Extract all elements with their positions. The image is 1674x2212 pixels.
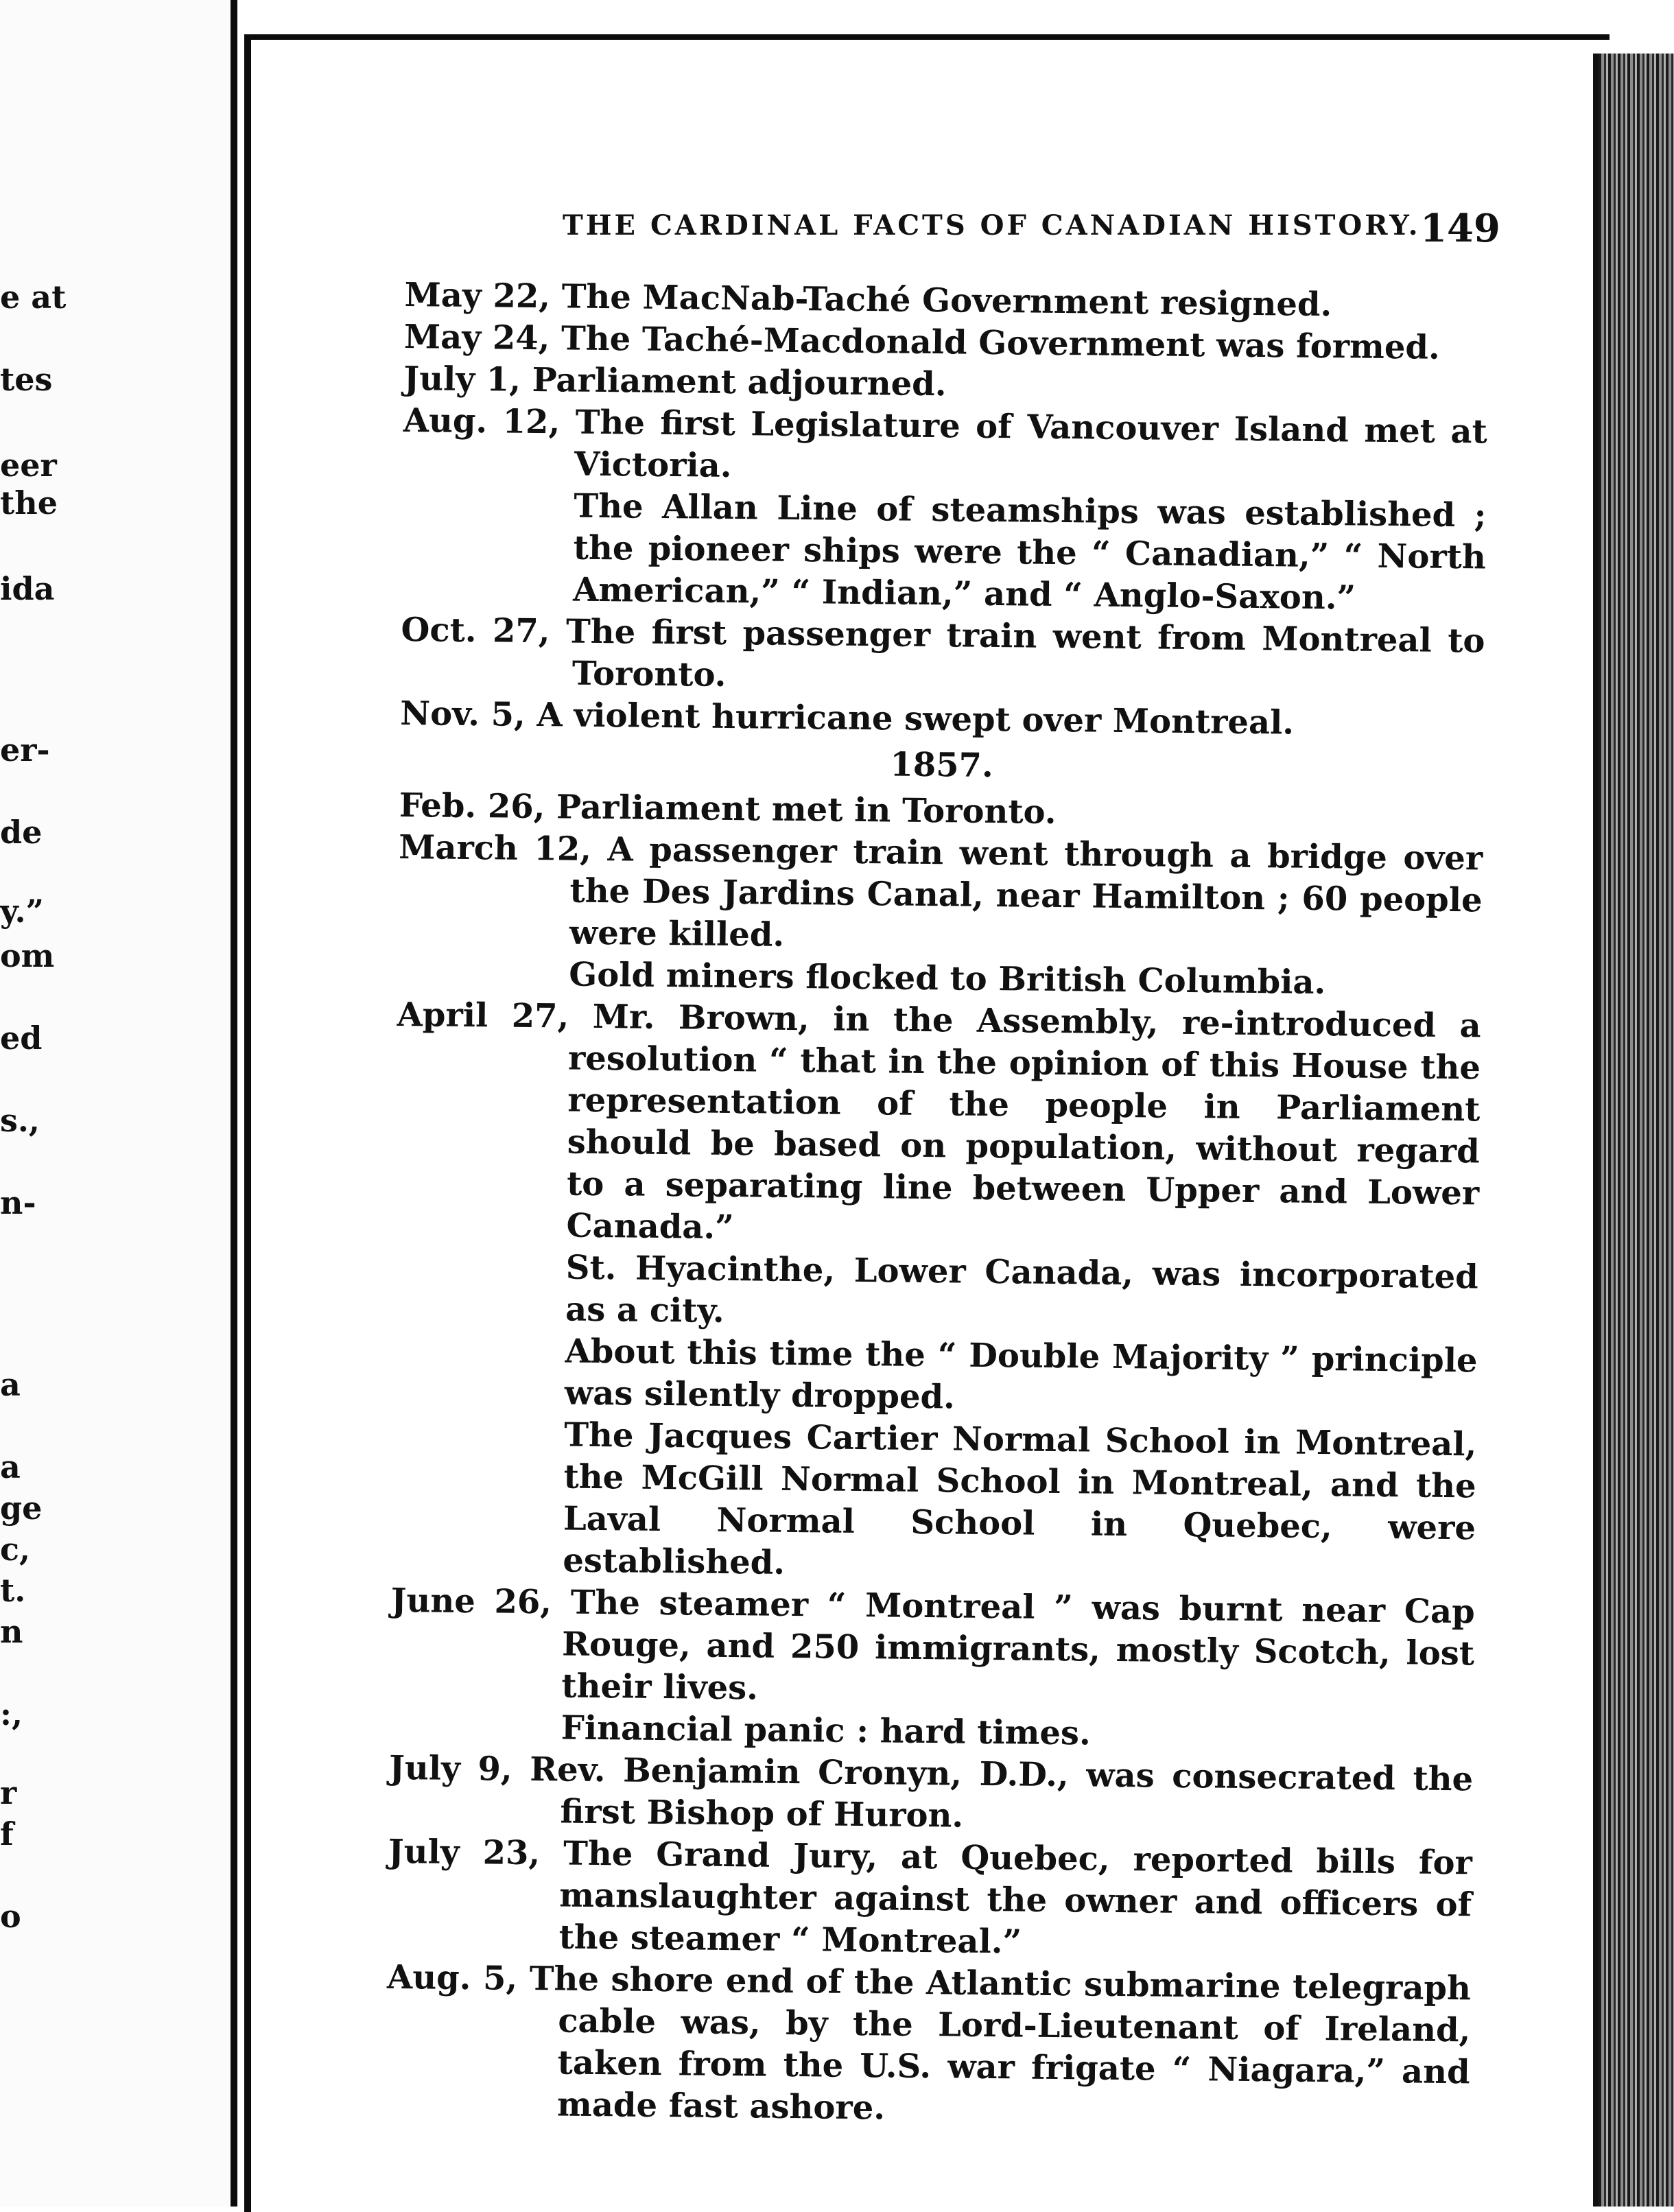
margin-fragment: a — [0, 1366, 21, 1403]
margin-fragment: :, — [0, 1695, 23, 1732]
entry-date: July 9, — [388, 1748, 530, 1789]
entry-date: Nov. 5, — [400, 694, 537, 735]
margin-fragment: c, — [0, 1531, 31, 1568]
chronology-entry — [390, 1580, 1475, 1717]
entry-text: Rev. Benjamin Cronyn, D.D., was consecrated the first Bishop of Huron. — [530, 1750, 1474, 1835]
chronology-entry-continued: Gold miners flocked to British Columbia. — [569, 955, 1326, 1002]
entry-text: The shore end of the Atlantic submarine telegraph cable was, by the Lord-Lieutenant of Ireland, taken from the U.S. war frigate “ Niagara,” and made fast ashore. — [529, 1960, 1472, 2128]
chronology-text — [386, 274, 1489, 2135]
margin-fragment: s., — [0, 1102, 40, 1139]
entry-text: The steamer “ Montreal ” was burnt near Cap Rouge, and 250 immigrants, mostly Scotch, lost their lives. — [561, 1583, 1475, 1708]
margin-fragment: n- — [0, 1184, 36, 1221]
chronology-entry — [403, 400, 1487, 495]
entry-text: The first Legislature of Vancouver Island met at Victoria. — [574, 403, 1487, 486]
gutter-shadow — [231, 0, 237, 2207]
entry-text: The MacNab-Taché Government resigned. — [561, 277, 1332, 325]
facing-page-edge — [0, 0, 233, 2207]
entry-date: April 27, — [397, 995, 593, 1036]
chronology-entry — [388, 1748, 1473, 1843]
entry-date: July 1, — [403, 359, 532, 399]
margin-fragment: ed — [0, 1020, 43, 1057]
margin-fragment: tes — [0, 361, 53, 398]
chronology-entry-continued: St. Hyacinthe, Lower Canada, was incorporated as a city. — [565, 1248, 1479, 1330]
margin-fragment: eer — [0, 447, 57, 484]
entry-text: The first passenger train went from Montreal to Toronto. — [565, 612, 1485, 694]
entry-date: Aug. 5, — [386, 1957, 530, 1999]
margin-fragment: t. — [0, 1572, 26, 1609]
entry-date: March 12, — [398, 827, 608, 869]
entry-date: May 24, — [403, 317, 562, 358]
entry-date: Oct. 27, — [401, 610, 567, 651]
chronology-entry-continued: Financial panic : hard times. — [561, 1708, 1092, 1753]
year-heading: 1857. — [890, 745, 993, 786]
entry-text: Parliament adjourned. — [532, 360, 947, 404]
book-page-edges — [1599, 54, 1674, 2207]
margin-fragment: a — [0, 1448, 21, 1485]
margin-fragment: n — [0, 1613, 23, 1650]
entry-date: Aug. 12, — [403, 401, 576, 442]
page-edge-line — [1593, 54, 1599, 2207]
margin-fragment: r — [0, 1774, 17, 1811]
chronology-entry — [386, 1957, 1471, 2136]
margin-fragment: e at — [0, 279, 67, 316]
page-number: 149 — [1420, 206, 1500, 251]
entry-text: A passenger train went through a bridge over the Des Jardins Canal, near Hamilton ; 60 people were killed. — [569, 830, 1483, 954]
entry-text: Parliament met in Toronto. — [556, 788, 1057, 832]
entry-text: The Grand Jury, at Quebec, reported bills for manslaughter against the owner and officers of the steamer “ Montreal.” — [558, 1834, 1473, 1962]
entry-text: Mr. Brown, in the Assembly, re-introduced a resolution “ that in the opinion of this House the representation of the people in Parliament should be based on population, without regard to a separating line between Upper and Lower Canada.” — [566, 997, 1481, 1247]
chronology-entry — [394, 994, 1481, 1257]
chronology-entry — [401, 609, 1485, 705]
entry-date: Feb. 26, — [399, 786, 557, 827]
margin-fragment: y.” — [0, 893, 44, 930]
margin-fragment: de — [0, 814, 43, 851]
entry-date: July 23, — [388, 1832, 564, 1873]
entry-text: A violent hurricane swept over Montreal. — [537, 696, 1295, 742]
entry-text: The Taché-Macdonald Government was formed. — [561, 319, 1440, 367]
chronology-entry-continued: About this time the “ Double Majority ” principle was silently dropped. — [564, 1332, 1478, 1417]
margin-fragment: the — [0, 484, 58, 521]
entry-date: May 22, — [404, 275, 563, 316]
margin-fragment: o — [0, 1898, 21, 1935]
margin-fragment: er- — [0, 731, 50, 768]
chronology-entry — [398, 827, 1483, 964]
chronology-entry-continued: The Jacques Cartier Normal School in Montreal, the McGill Normal School in Montreal, and the Laval Normal School in Quebec, were established. — [563, 1415, 1477, 1582]
margin-fragment: f — [0, 1815, 14, 1852]
chronology-entry-continued: The Allan Line of steamships was established ; the pioneer ships were the “ Canadian,” “ North American,” “ Indian,” and “ Anglo-Saxon.” — [572, 486, 1487, 617]
margin-fragment: ida — [0, 570, 55, 607]
entry-date: June 26, — [390, 1581, 571, 1622]
margin-fragment: om — [0, 937, 55, 974]
running-head: THE CARDINAL FACTS OF CANADIAN HISTORY. — [563, 209, 1421, 242]
chronology-entry — [387, 1831, 1472, 1968]
margin-fragment: ge — [0, 1490, 43, 1527]
